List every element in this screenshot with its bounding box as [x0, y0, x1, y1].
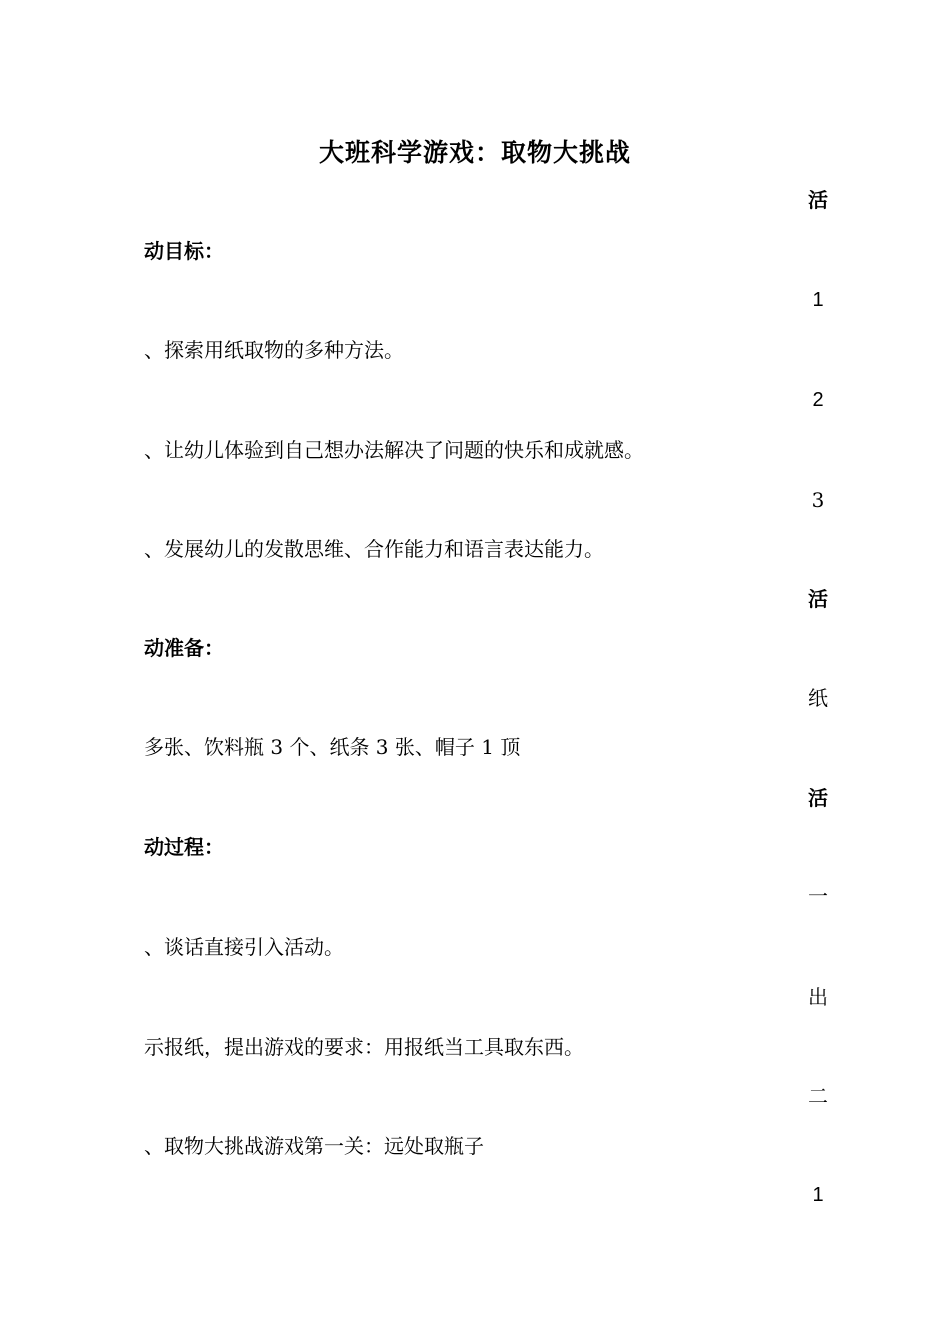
body-line: 、探索用纸取物的多种方法。: [144, 338, 404, 362]
margin-char: 出: [808, 985, 828, 1009]
margin-char: 1: [812, 1184, 824, 1206]
margin-char: 3: [811, 488, 825, 512]
margin-char: 一: [808, 884, 828, 908]
document-title: 大班科学游戏：取物大挑战: [318, 138, 631, 167]
body-line: 示报纸，提出游戏的要求：用报纸当工具取东西。: [144, 1035, 584, 1059]
margin-char: 活: [808, 587, 828, 611]
section-heading-preparation: 动准备：: [144, 636, 224, 660]
margin-char: 2: [812, 389, 824, 411]
section-heading-process: 动过程：: [144, 835, 224, 859]
margin-char: 活: [808, 188, 828, 212]
body-line: 、取物大挑战游戏第一关：远处取瓶子: [144, 1134, 484, 1158]
margin-char: 纸: [808, 686, 828, 710]
body-line: 、发展幼儿的发散思维、合作能力和语言表达能力。: [144, 537, 604, 561]
margin-char: 二: [808, 1084, 828, 1108]
body-line: 多张、饮料瓶 3 个、纸条 3 张、帽子 1 顶: [144, 735, 521, 759]
margin-char: 活: [808, 786, 828, 810]
body-line: 、让幼儿体验到自己想办法解决了问题的快乐和成就感。: [144, 438, 644, 462]
body-line: 、谈话直接引入活动。: [144, 935, 344, 959]
margin-char: 1: [812, 289, 824, 311]
section-heading-goals: 动目标：: [144, 239, 224, 263]
